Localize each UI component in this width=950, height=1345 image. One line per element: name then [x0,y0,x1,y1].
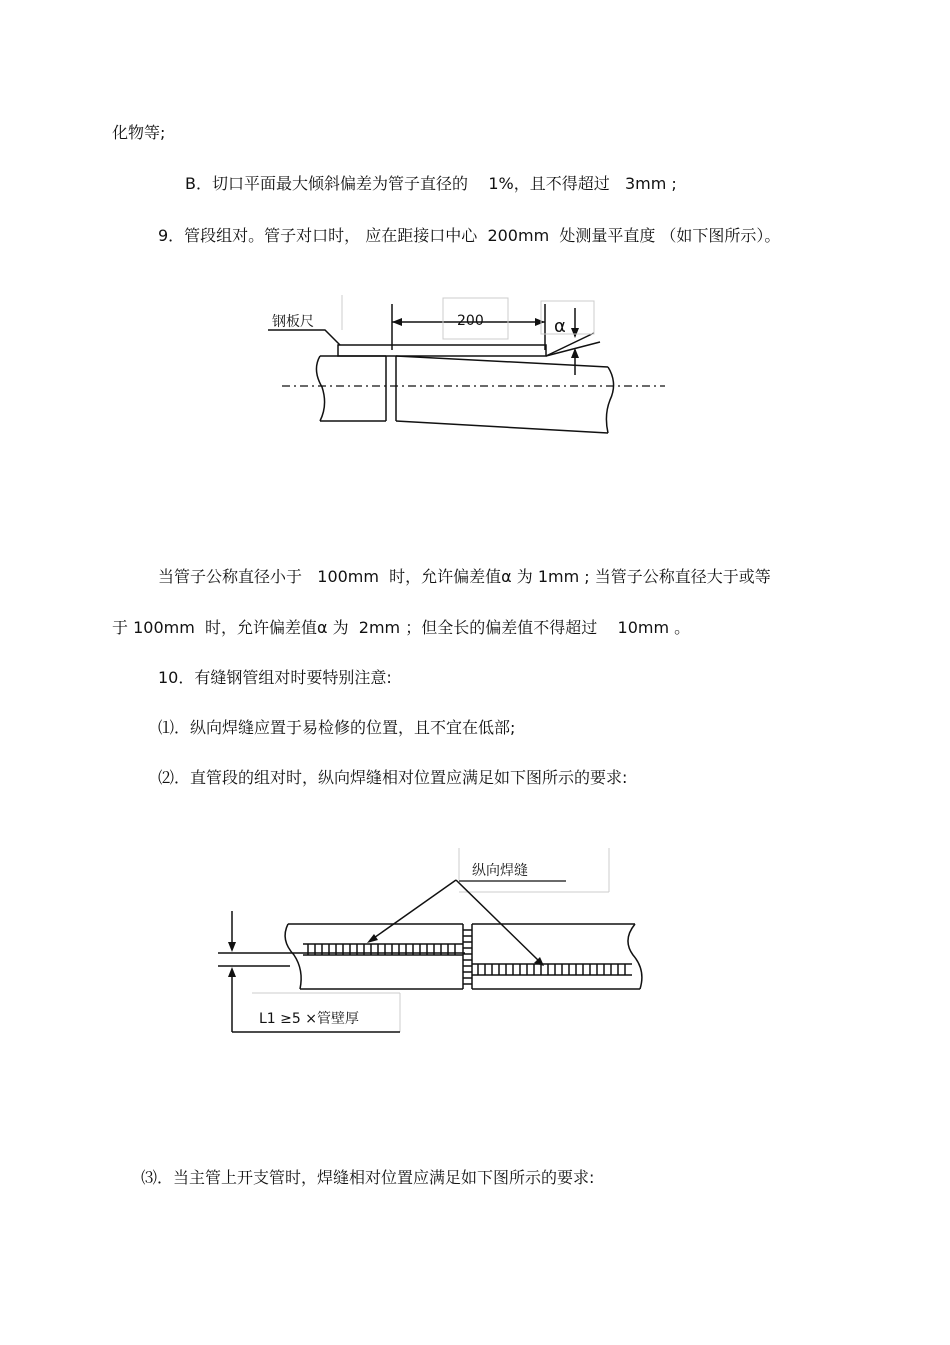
alpha-label: α [554,316,566,337]
paragraph-subitem-3: ⑶．当主管上开支管时，焊缝相对位置应满足如下图所示的要求: [141,1168,595,1187]
paragraph-item-9: 9．管段组对。管子对口时， 应在距接口中心 200mm 处测量平直度 （如下图所示）。 [158,226,781,245]
paragraph-continuation: 化物等; [112,123,166,142]
paragraph-subitem-1: ⑴．纵向焊缝应置于易检修的位置，且不宜在低部; [158,718,516,737]
dimension-label: 200 [457,313,484,329]
paragraph-tolerance-1: 当管子公称直径小于 100mm 时，允许偏差值α 为 1mm ; 当管子公称直径大于或等 [158,567,771,586]
l1-label: L1 ≥5 ×管壁厚 [259,1011,359,1027]
paragraph-item-b: B．切口平面最大倾斜偏差为管子直径的 1%，且不得超过 3mm ; [185,174,677,193]
paragraph-subitem-2: ⑵．直管段的组对时，纵向焊缝相对位置应满足如下图所示的要求: [158,768,628,787]
paragraph-item-10: 10．有缝钢管组对时要特别注意: [158,668,392,687]
ruler-label: 钢板尺 [272,314,314,330]
paragraph-tolerance-2: 于 100mm 时，允许偏差值α 为 2mm ；但全长的偏差值不得超过 10mm 。 [112,618,691,637]
seam-label: 纵向焊缝 [472,863,528,879]
